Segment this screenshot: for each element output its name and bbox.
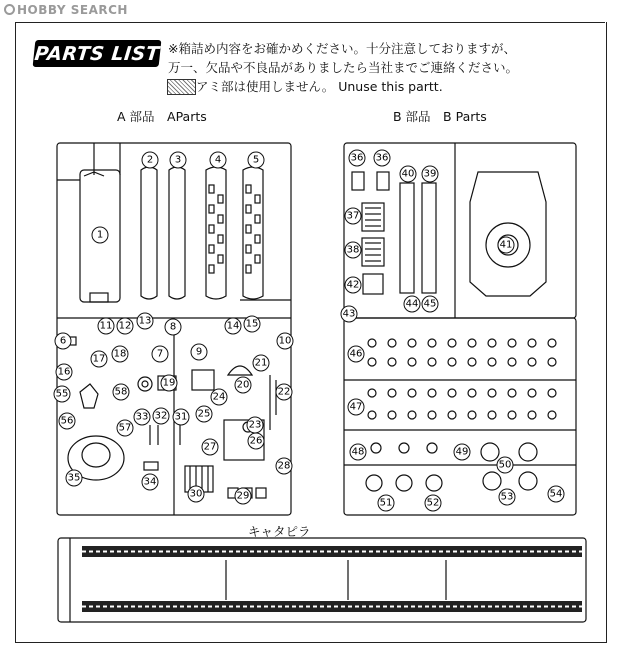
part-number-label: 8 <box>169 321 177 333</box>
part-number-label: 39 <box>423 168 437 180</box>
track-belts <box>82 546 582 612</box>
part-number-label: 31 <box>174 411 188 423</box>
part-number-label: 32 <box>154 410 168 422</box>
sprue-b-part-numbers <box>343 153 563 509</box>
part-number-label: 19 <box>162 377 176 389</box>
part-number-label: 30 <box>189 488 203 500</box>
part-number-label: 7 <box>156 348 164 360</box>
part-number-label: 47 <box>349 401 363 413</box>
part-number-label: 36 <box>350 152 364 164</box>
part-number-label: 12 <box>118 320 132 332</box>
notice-line-3: アミ部は使用しません。 Unuse this partt. <box>196 79 443 94</box>
part-number-label: 27 <box>203 441 217 453</box>
sprue-a-title: A 部品 AParts <box>117 109 207 124</box>
part-number-label: 25 <box>197 408 211 420</box>
part-number-label: 49 <box>455 446 469 458</box>
part-number-label: 37 <box>346 210 360 222</box>
part-number-label: 6 <box>59 335 67 347</box>
part-number-label: 56 <box>60 415 74 427</box>
part-number-label: 54 <box>549 488 563 500</box>
sprue-b-title: B 部品 B Parts <box>393 109 487 124</box>
part-number-label: 5 <box>252 154 260 166</box>
notice-line-1: ※箱詰め内容をお確かめください。十分注意しておりますが、 <box>168 41 516 56</box>
part-number-label: 15 <box>245 318 259 330</box>
part-number-label: 26 <box>249 435 263 447</box>
part-number-label: 14 <box>226 320 240 332</box>
part-number-label: 33 <box>135 411 149 423</box>
part-number-label: 48 <box>351 446 365 458</box>
part-number-label: 41 <box>499 239 513 251</box>
part-number-label: 42 <box>346 279 360 291</box>
part-number-label: 55 <box>55 388 69 400</box>
part-number-label: 53 <box>500 491 514 503</box>
part-number-label: 24 <box>212 391 226 403</box>
part-number-label: 50 <box>498 459 512 471</box>
part-number-label: 40 <box>401 168 415 180</box>
part-number-label: 17 <box>92 353 106 365</box>
part-number-label: 3 <box>174 154 182 166</box>
part-number-label: 29 <box>236 490 250 502</box>
part-number-label: 9 <box>195 346 203 358</box>
part-number-label: 13 <box>138 315 152 327</box>
part-number-label: 58 <box>114 386 128 398</box>
parts-list-badge: PARTS LIST <box>33 40 162 67</box>
part-number-label: 36 <box>375 152 389 164</box>
part-number-label: 28 <box>277 460 291 472</box>
parts-2-5-side-panels <box>141 167 263 299</box>
part-number-label: 34 <box>143 476 157 488</box>
part-number-label: 44 <box>405 298 419 310</box>
part-number-label: 22 <box>277 386 291 398</box>
part-number-label: 2 <box>146 154 154 166</box>
part-number-label: 1 <box>96 229 104 241</box>
part-number-label: 51 <box>379 497 393 509</box>
part-number-label: 11 <box>99 320 113 332</box>
part-number-label: 18 <box>113 348 127 360</box>
part-number-label: 4 <box>214 154 222 166</box>
part-number-label: 21 <box>254 357 268 369</box>
sprue-b-parts <box>352 172 546 296</box>
part-number-label: 38 <box>346 244 360 256</box>
part-number-label: 43 <box>342 308 356 320</box>
part-number-label: 23 <box>248 419 262 431</box>
part-number-label: 57 <box>118 422 132 434</box>
part-number-label: 20 <box>236 379 250 391</box>
part-number-label: 45 <box>423 298 437 310</box>
part-number-label: 35 <box>67 472 81 484</box>
sprue-b-track-links <box>366 339 556 491</box>
notice-line-2: 万一、欠品や不良品がありましたら当社までご連絡ください。 <box>168 60 519 75</box>
tracks-title: キャタピラ <box>248 524 311 539</box>
watermark-text: HOBBY SEARCH <box>17 3 128 17</box>
part-number-label: 46 <box>349 348 363 360</box>
part-number-label: 10 <box>278 335 292 347</box>
part-number-label: 52 <box>426 497 440 509</box>
part-number-label: 16 <box>57 366 71 378</box>
